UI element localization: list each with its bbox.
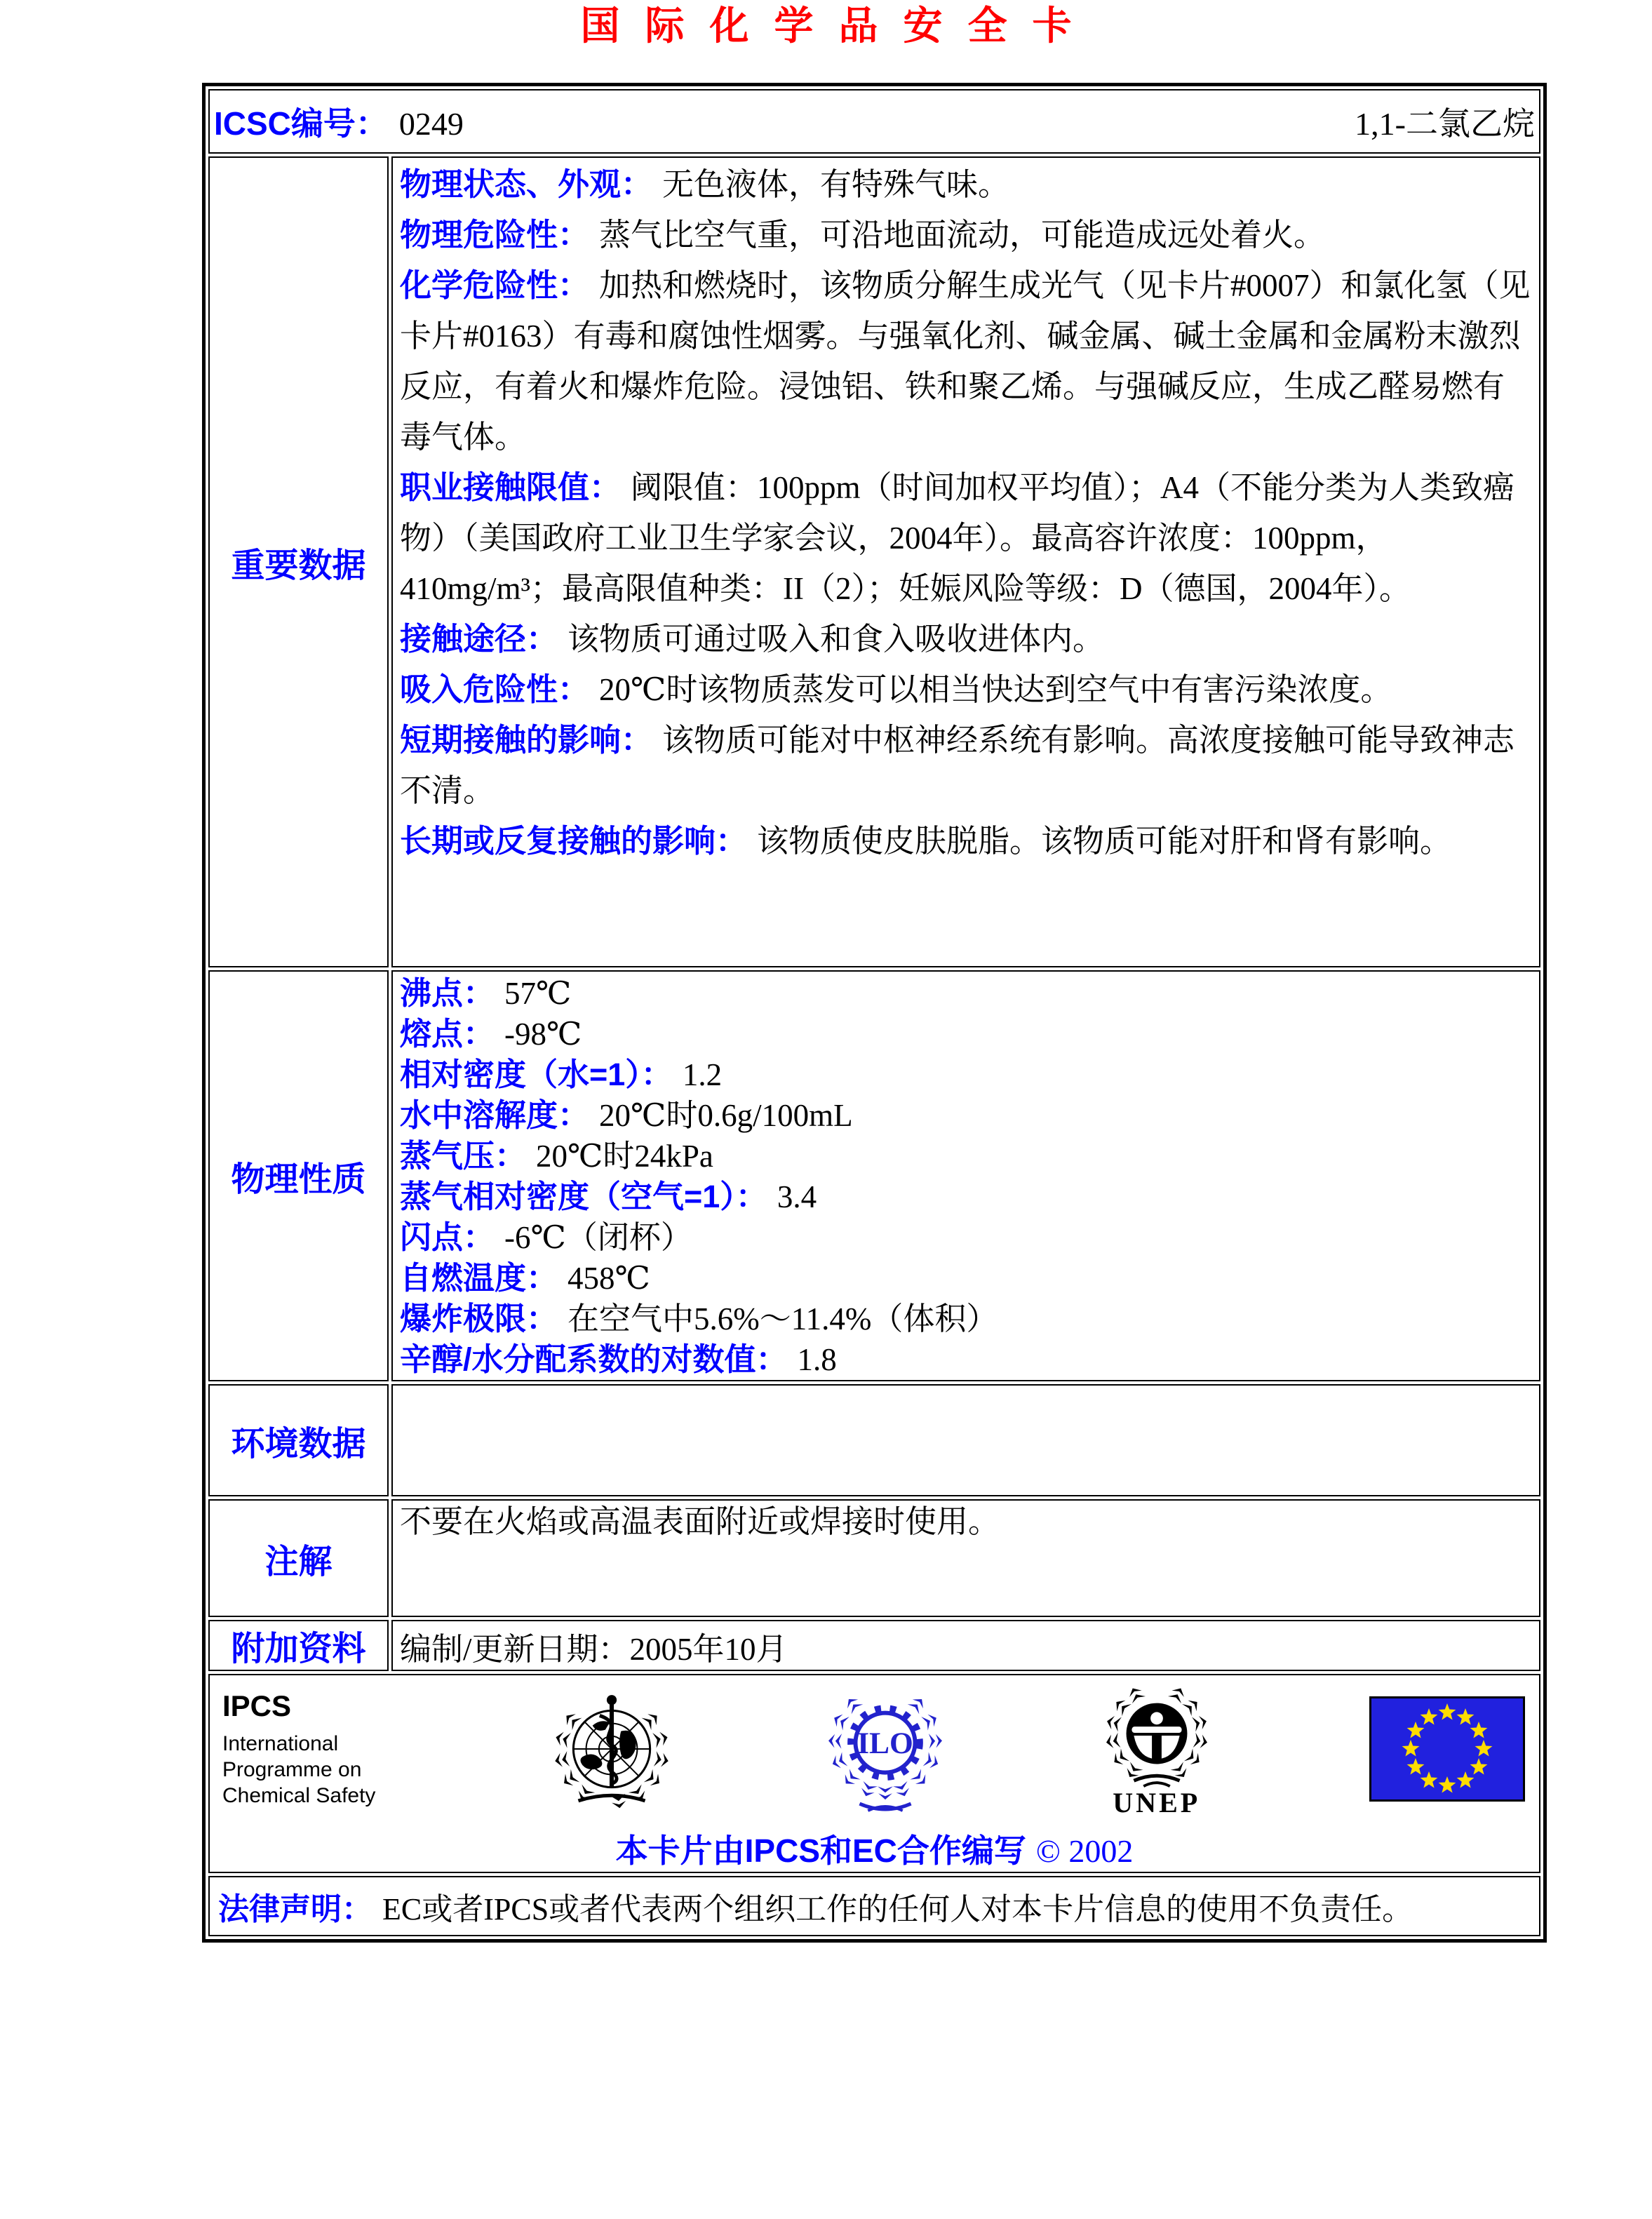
item-label: 爆炸极限： [400,1301,558,1336]
physical-property-item [400,1299,1531,1339]
physical-property-item [400,1217,1531,1258]
item-text: 该物质可通过吸入和食入吸收进体内。 [568,622,1105,657]
ipcs-block [222,1690,398,1809]
item-text: 该物质可能对中枢神经系统有影响。高浓度接触可能导致神志不清。 [400,723,1515,808]
row-label-important-data: 重要数据 [208,156,389,967]
logo-row [210,1675,1539,1816]
credit-text: 本卡片由IPCS和EC合作编写 [615,1832,1026,1869]
important-data-content [391,156,1540,967]
ilo-letters: ILO [857,1726,913,1760]
important-data-item [400,664,1531,715]
physical-property-item [400,1095,1531,1136]
legal-cell [208,1876,1540,1936]
credit-line [210,1825,1539,1872]
icsc-number-value: 0249 [398,106,464,142]
physical-property-item [400,1176,1531,1217]
page-title: 国际化学品安全卡 [580,4,1097,48]
item-label: 职业接触限值： [400,469,622,505]
legal-row [208,1876,1540,1936]
eu-flag-icon [1369,1696,1525,1802]
item-text: -6℃（闭杯） [504,1220,692,1255]
item-label: 短期接触的影响： [400,722,653,758]
item-label: 物理状态、外观： [400,166,653,202]
item-label: 辛醇/水分配系数的对数值： [400,1341,788,1377]
item-label: 化学危险性： [400,267,590,303]
item-label: 水中溶解度： [400,1097,590,1133]
item-label: 接触途径： [400,621,558,657]
row-label-notes: 注解 [208,1499,389,1617]
item-text: 该物质使皮肤脱脂。该物质可能对肝和肾有影响。 [757,824,1452,859]
item-text: 1.2 [682,1057,723,1092]
item-label: 物理危险性： [400,217,590,253]
ilo-logo-icon [826,1679,944,1819]
important-data-item [400,260,1531,462]
item-label: 自燃温度： [400,1260,558,1296]
item-label: 相对密度（水=1）： [400,1057,673,1092]
item-label: 熔点： [400,1016,495,1052]
item-text: 57℃ [504,976,572,1011]
legal-text: EC或者IPCS或者代表两个组织工作的任何人对本卡片信息的使用不负责任。 [382,1892,1413,1926]
item-label: 长期或反复接触的影响： [400,823,748,859]
important-data-item [400,210,1531,260]
physical-property-item [400,1014,1531,1054]
item-text: 在空气中5.6%～11.4%（体积） [568,1301,998,1336]
important-data-item [400,614,1531,664]
physical-properties-content [391,970,1540,1381]
icsc-number [214,98,464,145]
important-data-item [400,159,1531,210]
item-label: 沸点： [400,975,495,1011]
item-text: 3.4 [777,1179,817,1214]
legal-label: 法律声明： [218,1892,372,1926]
important-data-item [400,816,1531,866]
who-logo-icon [551,1689,672,1809]
footer-cell [208,1674,1540,1873]
item-label: 吸入危险性： [400,671,590,707]
additional-info-content: 编制/更新日期：2005年10月 [391,1620,1540,1671]
copyright-text: © 2002 [1035,1833,1134,1869]
physical-properties-row [208,970,1540,1381]
physical-property-item [400,973,1531,1014]
item-text: 20℃时24kPa [536,1139,713,1174]
important-data-row [208,156,1540,967]
item-label: 蒸气压： [400,1138,527,1174]
item-text: 1.8 [797,1342,837,1377]
notes-row [208,1499,1540,1617]
unep-caption: UNEP [1113,1786,1201,1818]
ipcs-subtitle [222,1731,398,1809]
notes-text: 不要在火焰或高温表面附近或焊接时使用。 [400,1504,1000,1539]
row-label-environmental-data: 环境数据 [208,1384,389,1496]
chemical-name: 1,1-二氯乙烷 [1355,106,1535,142]
item-text: 20℃时0.6g/100mL [599,1098,853,1133]
unep-logo [1098,1680,1216,1819]
item-text: 20℃时该物质蒸发可以相当快达到空气中有害污染浓度。 [599,672,1392,707]
item-text: 阈限值：100ppm（时间加权平均值）；A4（不能分类为人类致癌物）（美国政府工业卫生学家会议，2004年）。最高容许浓度：100ppm，410mg/m³；最高限值种类：II（2）；妊娠风险等级：D（德国，2004年）。 [400,470,1515,606]
physical-property-item [400,1258,1531,1299]
item-text: 加热和燃烧时，该物质分解生成光气（见卡片#0007）和氯化氢（见卡片#0163）有毒和腐蚀性烟雾。与强氧化剂、碱金属、碱土金属和金属粉末激烈反应，有着火和爆炸危险。浸蚀铝、铁和聚乙烯。与强碱反应，生成乙醛易燃有毒气体。 [400,268,1531,455]
ipcs-subtitle-line: International [222,1731,339,1755]
environmental-data-content [391,1384,1540,1496]
important-data-item [400,462,1531,614]
item-text: 蒸气比空气重，可沿地面流动，可能造成远处着火。 [599,217,1326,253]
icsc-number-label: ICSC编号： [214,105,388,142]
item-label: 蒸气相对密度（空气=1）： [400,1179,767,1214]
unep-logo-icon [1098,1680,1216,1792]
physical-property-item [400,1339,1531,1380]
environmental-data-row [208,1384,1540,1496]
header-row [208,89,1540,154]
icsc-card-table [202,83,1547,1943]
notes-content [391,1499,1540,1617]
footer-row [208,1674,1540,1873]
item-text: -98℃ [504,1017,582,1052]
physical-property-item [400,1054,1531,1095]
row-label-physical-properties: 物理性质 [208,970,389,1381]
important-data-item [400,715,1531,816]
item-text: 458℃ [568,1261,650,1296]
item-label: 闪点： [400,1219,495,1255]
item-text: 无色液体，有特殊气味。 [662,167,1010,202]
ipcs-subtitle-line: Programme on [222,1757,362,1781]
header-cell [208,89,1540,154]
row-label-additional-info: 附加资料 [208,1620,389,1671]
ipcs-heading: IPCS [222,1689,292,1722]
ipcs-subtitle-line: Chemical Safety [222,1783,376,1807]
additional-info-row [208,1620,1540,1671]
physical-property-item [400,1136,1531,1176]
